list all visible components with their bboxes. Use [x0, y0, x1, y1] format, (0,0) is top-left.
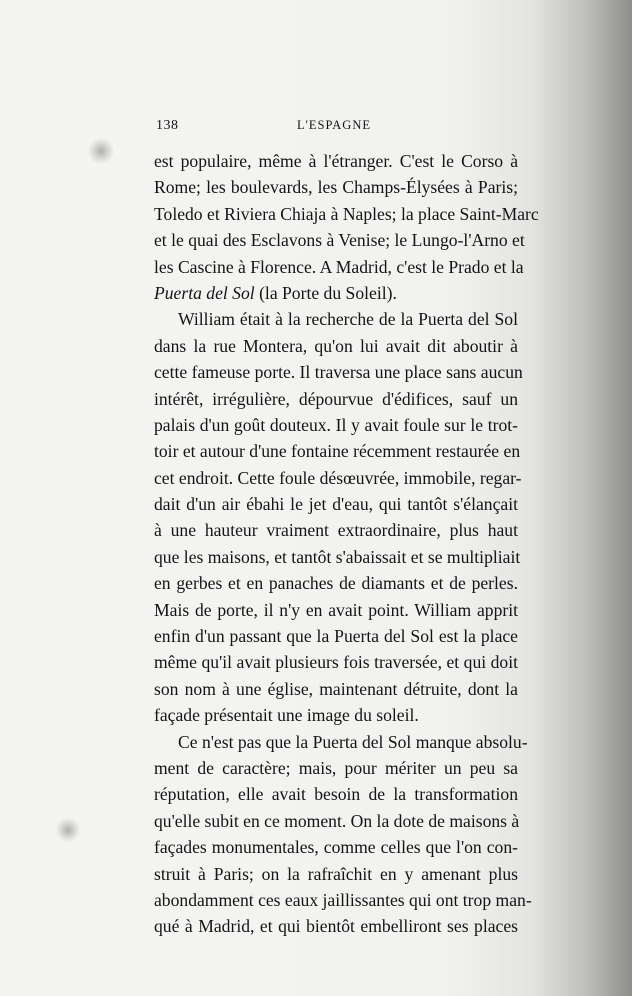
text-line: et le quai des Esclavons à Venise; le Lungo-l'Arno et	[154, 230, 525, 251]
text-line: cet endroit. Cette foule désœuvrée, immobile, regar-	[154, 467, 522, 488]
text-line: toir et autour d'une fontaine récemment restaurée en	[154, 441, 521, 462]
text-line: les Cascine à Florence. A Madrid, c'est le Prado et la	[154, 256, 524, 277]
text-line: ment de caractère; mais, pour mériter un peu sa	[154, 757, 518, 778]
text-line: façades monumentales, comme celles que l'on con-	[154, 837, 518, 858]
paragraph	[154, 729, 532, 940]
text-line: cette fameuse porte. Il traversa une place sans aucun	[154, 362, 523, 383]
paragraph	[154, 148, 539, 306]
text-line: intérêt, irrégulière, dépourvue d'édifices, sauf un	[154, 388, 518, 409]
body-text	[154, 148, 539, 940]
text-line: réputation, elle avait besoin de la transformation	[154, 784, 518, 805]
text-line: dans la rue Montera, qu'on lui avait dit aboutir à	[154, 335, 518, 356]
text-line: dait d'un air ébahi le jet d'eau, qui tantôt s'élançait	[154, 494, 518, 515]
paragraph	[154, 306, 523, 728]
text-line: William était à la recherche de la Puerta del Sol	[178, 309, 518, 330]
text-line: est populaire, même à l'étranger. C'est le Corso à	[154, 151, 518, 171]
text-line: abondamment ces eaux jaillissantes qui ont trop man-	[154, 889, 532, 910]
text-line: Mais de porte, il n'y en avait point. William apprit	[154, 599, 518, 620]
text-line: en gerbes et en panaches de diamants et de perles.	[154, 573, 518, 594]
text-line: Puerta del Sol (la Porte du Soleil).	[154, 282, 397, 303]
text-line: Rome; les boulevards, les Champs-Élysées à Paris;	[154, 177, 518, 198]
text-line: qué à Madrid, et qui bientôt embelliront ses places	[154, 916, 518, 937]
page-stain	[88, 138, 114, 164]
text-line: enfin d'un passant que la Puerta del Sol est la place	[154, 626, 518, 647]
text-line: à une hauteur vraiment extraordinaire, plus haut	[154, 520, 518, 541]
page-header	[150, 118, 518, 140]
text-line: son nom à une église, maintenant détruite, dont la	[154, 678, 518, 699]
text-line: palais d'un goût douteux. Il y avait foule sur le trot-	[154, 414, 518, 435]
text-line: même qu'il avait plusieurs fois traversée, et qui doit	[154, 652, 518, 673]
text-line: que les maisons, et tantôt s'abaissait et se multipliait	[154, 546, 521, 567]
running-title: L'ESPAGNE	[297, 118, 371, 132]
text-line: qu'elle subit en ce moment. On la dote de maisons à	[154, 810, 520, 831]
text-line: Toledo et Riviera Chiaja à Naples; la place Saint-Marc	[154, 203, 539, 224]
text-line: Ce n'est pas que la Puerta del Sol manque absolu-	[178, 731, 528, 752]
page-stain	[56, 818, 80, 842]
text-line: façade présentait une image du soleil.	[154, 705, 419, 726]
text-line: struit à Paris; on la rafraîchit en y amenant plus	[154, 863, 518, 884]
page-number: 138	[156, 118, 179, 133]
